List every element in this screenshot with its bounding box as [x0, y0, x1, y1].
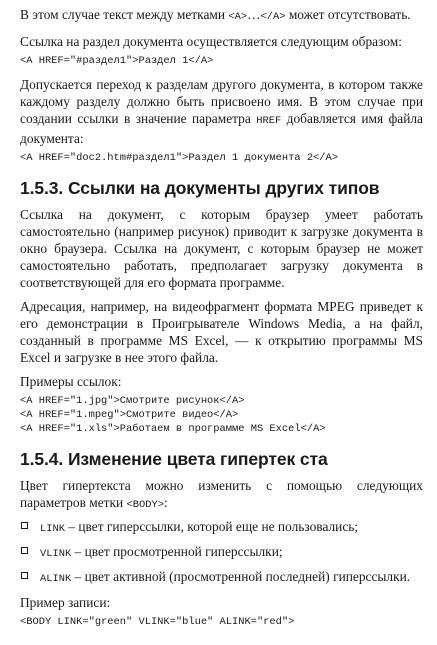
paragraph-text: В этом случае текст между метками — [20, 7, 229, 22]
paragraph-section-link: Ссылка на раздел документа осуществляется следующим образом: — [20, 34, 402, 49]
inline-code: <BODY> — [126, 499, 164, 511]
list-item — [20, 518, 423, 538]
paragraph-text: Допускается переход к разделам другого документа, в котором также каждому разделу должно быть присвоено имя. В этом случае при создании ссылки в значение параметра — [20, 77, 423, 126]
param-name: LINK — [40, 523, 65, 535]
checkbox-bullet-icon — [21, 547, 28, 554]
inline-code: HREF — [256, 115, 282, 127]
paragraph-text: может отсутствовать. — [285, 7, 411, 22]
paragraph-text: Цвет гипертекста можно изменить с помощью следующих параметров метки — [20, 478, 423, 510]
list-item — [20, 543, 423, 563]
inline-code: </A> — [260, 11, 286, 23]
inline-code: <A> — [228, 11, 248, 23]
param-name: ALINK — [40, 573, 72, 585]
code-line: <A HREF="1.xls">Работаем в программе MS Excel</A> — [20, 423, 326, 435]
list-item — [20, 568, 423, 588]
code-example-other-document: <A HREF="doc2.htm#раздел1">Раздел 1 документа 2</A> — [20, 152, 339, 164]
checkbox-bullet-icon — [21, 522, 28, 529]
paragraph-record-example: Пример записи: — [20, 595, 111, 610]
paragraph-text: : — [163, 495, 168, 510]
code-examples-block — [20, 394, 423, 436]
paragraph-browser-documents: Ссылка на документ, с которым браузер умеет работать самостоятельно (например рисунок) приводит к загрузке документа в окно браузера. Ссылка на документ, с которым браузер не может самостоятельно работать, предполагает загрузку документа в соответствующей для его формата программе. — [20, 207, 423, 290]
color-param-list — [20, 518, 423, 588]
paragraph-mpeg-excel: Адресация, например, на видеофрагмент формата MPEG приведет к его демонстрации в Проигрывателе Windows Media, а на файл, созданный в программе MS Excel, — к открытию программы MS Excel и загрузке в нее этого файла. — [20, 299, 423, 365]
section-heading-1-5-3: 1.5.3. Ссылки на документы других типов — [20, 178, 380, 198]
code-example-section-link: <A HREF="#раздел1">Раздел 1</A> — [20, 55, 214, 67]
code-example-body-colors: <BODY LINK="green" VLINK="blue" ALINK="red"> — [20, 616, 295, 628]
ellipsis: … — [247, 7, 261, 22]
param-description: – цвет активной (просмотренной последней) гиперссылки. — [71, 569, 411, 584]
code-line: <A HREF="1.mpeg">Смотрите видео</A> — [20, 409, 239, 421]
checkbox-bullet-icon — [21, 572, 28, 579]
param-description: – цвет гиперссылки, которой еще не пользовались; — [64, 519, 359, 534]
param-description: – цвет просмотренной гиперссылки; — [71, 544, 283, 559]
paragraph-examples-label: Примеры ссылок: — [20, 374, 122, 389]
param-name: VLINK — [40, 548, 72, 560]
section-heading-1-5-4: 1.5.4. Изменение цвета гипертек ста — [20, 449, 328, 469]
paragraph-color-params — [20, 477, 423, 514]
paragraph-empty-link-text — [20, 6, 423, 26]
code-line: <A HREF="1.jpg">Смотрите рисунок</A> — [20, 395, 245, 407]
paragraph-text: добавляется имя файла документа: — [20, 111, 423, 146]
paragraph-other-document — [20, 76, 423, 147]
